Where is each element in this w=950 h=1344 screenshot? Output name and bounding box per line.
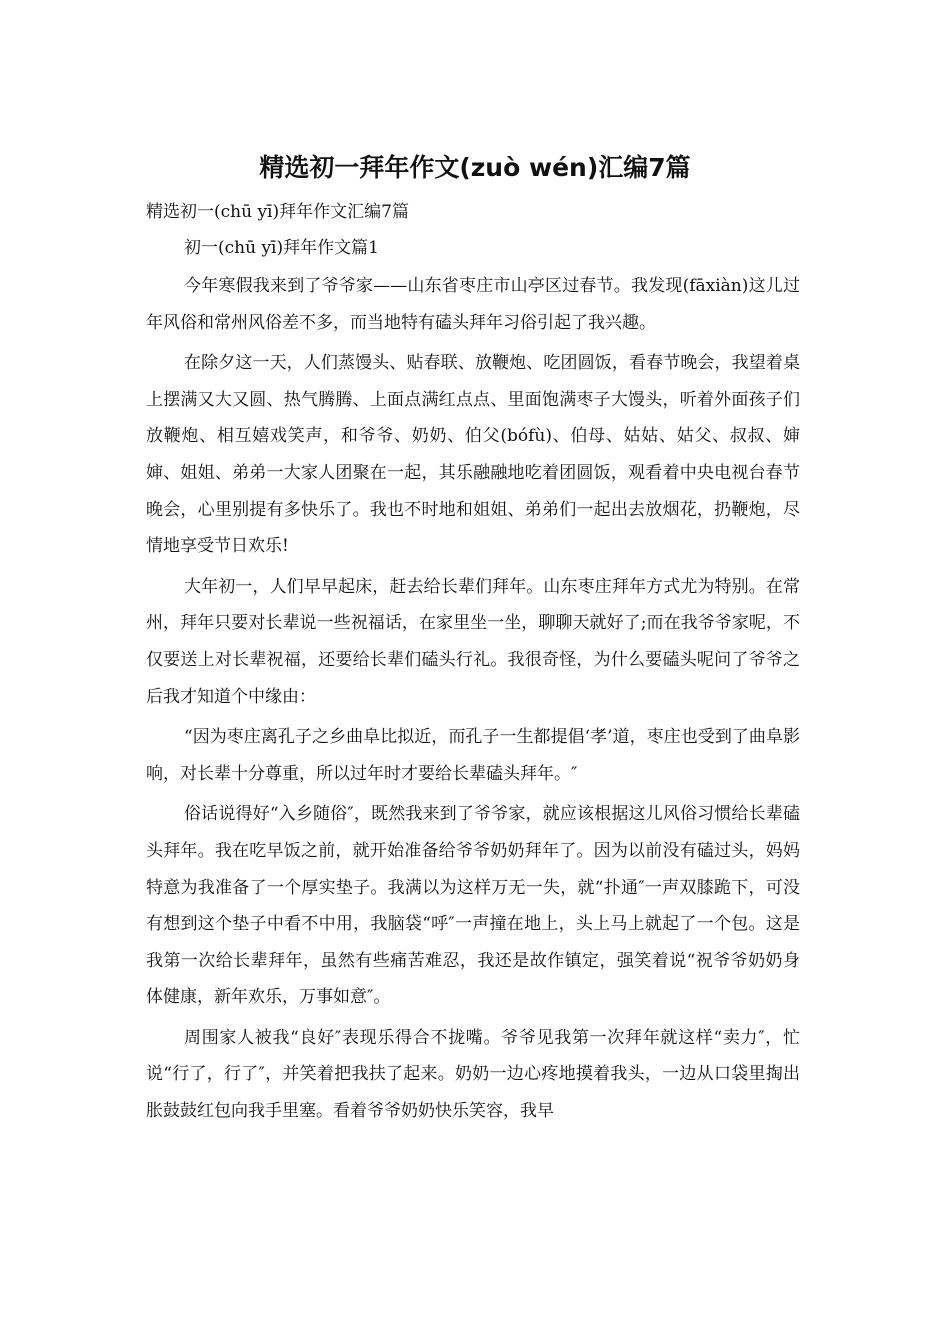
document-subtitle: 精选初一(chū yī)拜年作文汇编7篇: [146, 202, 409, 222]
paragraph: 大年初一，人们早早起床，赶去给长辈们拜年。山东枣庄拜年方式尤为特别。在常州，拜年只要对长辈说一些祝福话，在家里坐一坐，聊聊天就好了;而在我爷爷家呢，不仅要送上对长辈祝福，还要给长辈们磕头行礼。我很奇怪，为什么要磕头呢问了爷爷之后我才知道个中缘由：: [146, 576, 800, 707]
paragraph: 在除夕这一天，人们蒸馒头、贴春联、放鞭炮、吃团圆饭，看春节晚会，我望着桌上摆满又大又圆、热气腾腾、上面点满红点点、里面饱满枣子大馒头，听着外面孩子们放鞭炮、相互嬉戏笑声，和爷爷、奶奶、伯父(bófù)、伯母、姑姑、姑父、叔叔、婶婶、姐姐、弟弟一大家人团聚在一起，其乐融融地吃着团圆饭，观看着中央电视台春节晚会，心里别提有多快乐了。我也不时地和姐姐、弟弟们一起出去放烟花，扔鞭炮，尽情地享受节日欢乐!: [146, 353, 800, 557]
paragraph: “因为枣庄离孔子之乡曲阜比拟近，而孔子一生都提倡‘孝’道，枣庄也受到了曲阜影响，对长辈十分尊重，所以过年时才要给长辈磕头拜年。″: [146, 727, 800, 784]
paragraph: 俗话说得好“入乡随俗″，既然我来到了爷爷家，就应该根据这儿风俗习惯给长辈磕头拜年。我在吃早饭之前，就开始准备给爷爷奶奶拜年了。因为以前没有磕过头，妈妈特意为我准备了一个厚实垫子。我满以为这样万无一失，就“扑通″一声双膝跪下，可没有想到这个垫子中看不中用，我脑袋“呼″一声撞在地上，头上马上就起了一个包。这是我第一次给长辈拜年，虽然有些痛苦难忍，我还是故作镇定，强笑着说“祝爷爷奶奶身体健康，新年欢乐，万事如意″。: [146, 804, 800, 1008]
paragraph: 今年寒假我来到了爷爷家——山东省枣庄市山亭区过春节。我发现(fāxiàn)这儿过年风俗和常州风俗差不多，而当地特有磕头拜年习俗引起了我兴趣。: [146, 276, 800, 333]
document-title: 精选初一拜年作文(zuò wén)汇编7篇: [259, 153, 691, 182]
document-body: [146, 268, 800, 1134]
section-heading: 初一(chū yī)拜年作文篇1: [184, 238, 379, 258]
paragraph: 周围家人被我“良好″表现乐得合不拢嘴。爷爷见我第一次拜年就这样“卖力″，忙说“行了，行了″，并笑着把我扶了起来。奶奶一边心疼地摸着我头，一边从口袋里掏出胀鼓鼓红包向我手里塞。看着爷爷奶奶快乐笑容，我早: [146, 1027, 800, 1122]
